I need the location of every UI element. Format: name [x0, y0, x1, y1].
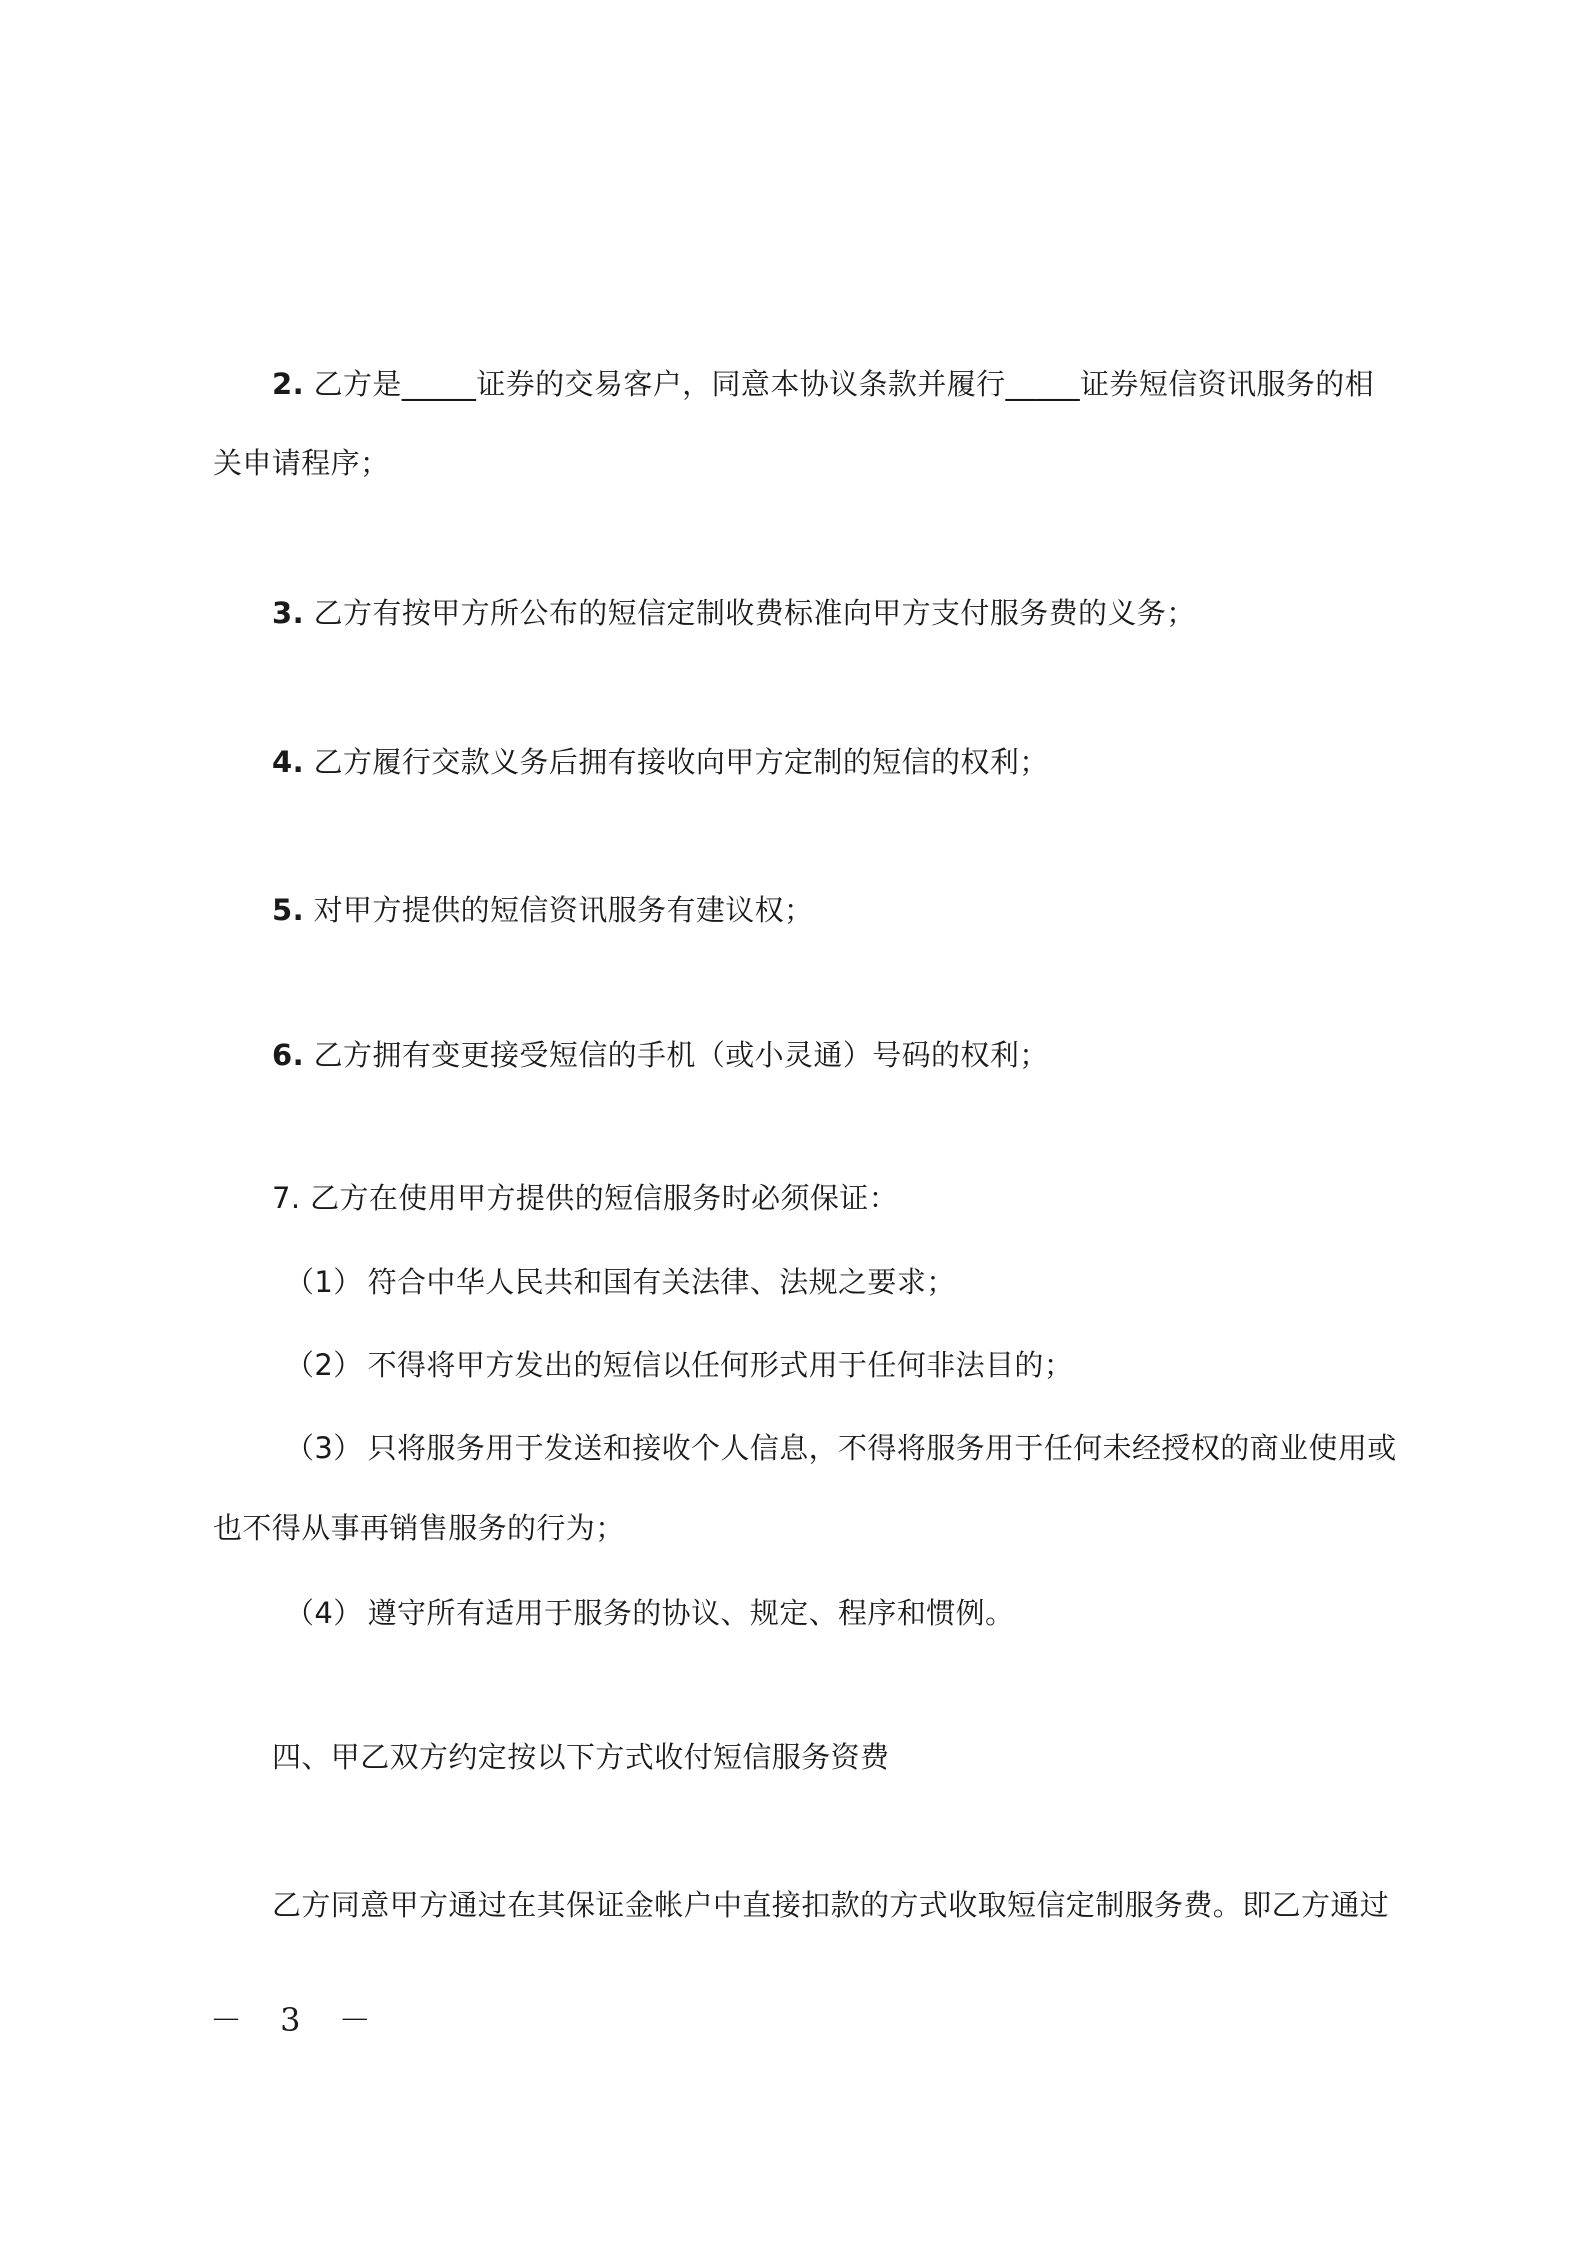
item-7 [272, 1178, 898, 1218]
sub-item-2 [285, 1345, 1073, 1385]
sub-item-text: 不得将甲方发出的短信以任何形式用于任何非法目的； [367, 1348, 1074, 1382]
page-number: － 3 － [210, 2001, 385, 2039]
item-text: 乙方有按甲方所公布的短信定制收费标准向甲方支付服务费的义务； [313, 596, 1196, 630]
item-text: 对甲方提供的短信资讯服务有建议权； [313, 893, 814, 927]
item-3 [272, 593, 1196, 633]
item-text: 关申请程序； [213, 446, 390, 480]
item-5 [272, 890, 813, 930]
sub-item-3-line-1 [285, 1428, 1397, 1468]
item-text: 乙方在使用甲方提供的短信服务时必须保证： [310, 1181, 899, 1215]
item-text: 乙方是_____证券的交易客户，同意本协议条款并履行_____证券短信资讯服务的相 [313, 367, 1375, 401]
sub-item-text: 也不得从事再销售服务的行为； [213, 1511, 625, 1545]
sub-item-number: （4） [285, 1596, 363, 1630]
item-2-line-1 [272, 364, 1374, 404]
item-4 [272, 742, 1049, 782]
section-heading-text: 四、甲乙双方约定按以下方式收付短信服务资费 [272, 1740, 890, 1774]
closing-paragraph-text: 乙方同意甲方通过在其保证金帐户中直接扣款的方式收取短信定制服务费。即乙方通过 [272, 1888, 1390, 1922]
sub-item-text: 只将服务用于发送和接收个人信息，不得将服务用于任何未经授权的商业使用或 [367, 1431, 1397, 1465]
item-text: 乙方履行交款义务后拥有接收向甲方定制的短信的权利； [313, 745, 1049, 779]
item-number: 7. [272, 1181, 301, 1215]
item-number: 2. [272, 367, 304, 401]
sub-item-text: 符合中华人民共和国有关法律、法规之要求； [367, 1265, 956, 1299]
closing-paragraph [272, 1885, 1389, 1925]
sub-item-number: （2） [285, 1348, 363, 1382]
sub-item-4 [285, 1593, 1014, 1633]
item-text: 乙方拥有变更接受短信的手机（或小灵通）号码的权利； [313, 1038, 1049, 1072]
item-6 [272, 1035, 1049, 1075]
item-number: 5. [272, 893, 304, 927]
sub-item-number: （1） [285, 1265, 363, 1299]
section-heading [272, 1737, 889, 1777]
sub-item-1 [285, 1262, 956, 1302]
item-number: 4. [272, 745, 304, 779]
item-number: 3. [272, 596, 304, 630]
sub-item-number: （3） [285, 1431, 363, 1465]
sub-item-text: 遵守所有适用于服务的协议、规定、程序和惯例。 [367, 1596, 1015, 1630]
item-2-line-2 [213, 443, 389, 483]
item-number: 6. [272, 1038, 304, 1072]
sub-item-3-line-2 [213, 1508, 625, 1548]
